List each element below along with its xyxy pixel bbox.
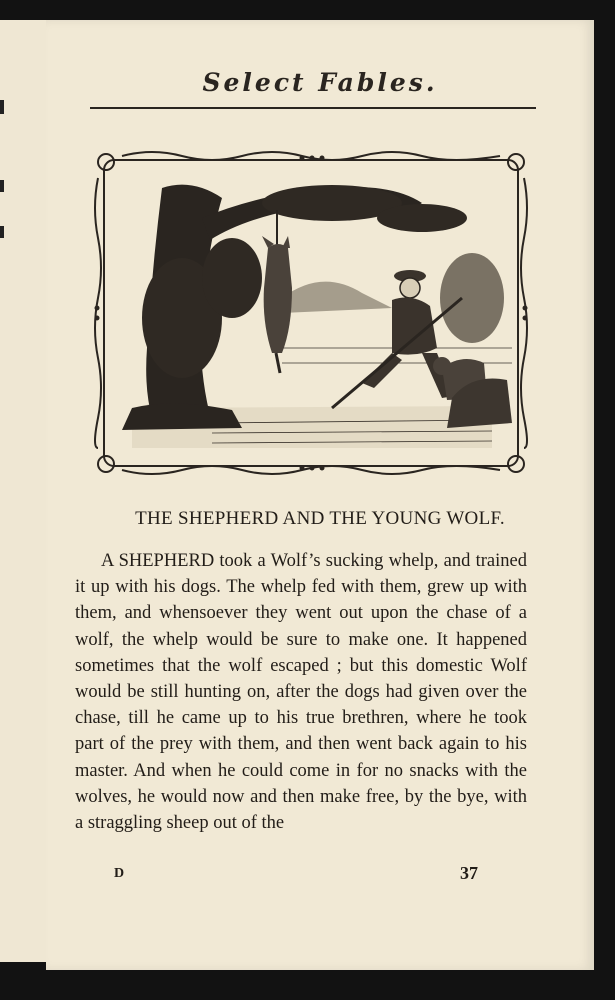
page-number: 37 — [460, 863, 478, 883]
fable-body — [75, 548, 527, 836]
header-rule — [90, 107, 536, 109]
hanging-wolf — [262, 210, 292, 373]
signature-mark: D — [114, 866, 125, 881]
woodcut-image — [92, 148, 530, 478]
book-page — [46, 20, 594, 970]
running-head: Select Fables. — [202, 68, 438, 97]
facing-page-edge — [0, 20, 47, 962]
woodcut-illustration — [92, 148, 530, 478]
body-paragraph: A SHEPHERD took a Wolf’s sucking whelp, and trained it up with his dogs. The whelp fed with them, grew up with them, and whensoever they went out upon the chase of a wolf, the whelp would be sure to make one. It happened sometimes that the wolf escaped ; but this domestic Wolf would be still hunting on, after the dogs had given over the chase, till he came up to his true brethren, where he took part of the prey with them, and then went back again to his master. And when he could come in for no snacks with the wolves, he would now and then make free, by the bye, with a straggling sheep out of the — [75, 551, 527, 834]
fable-title: THE SHEPHERD AND THE YOUNG WOLF. — [135, 508, 505, 529]
